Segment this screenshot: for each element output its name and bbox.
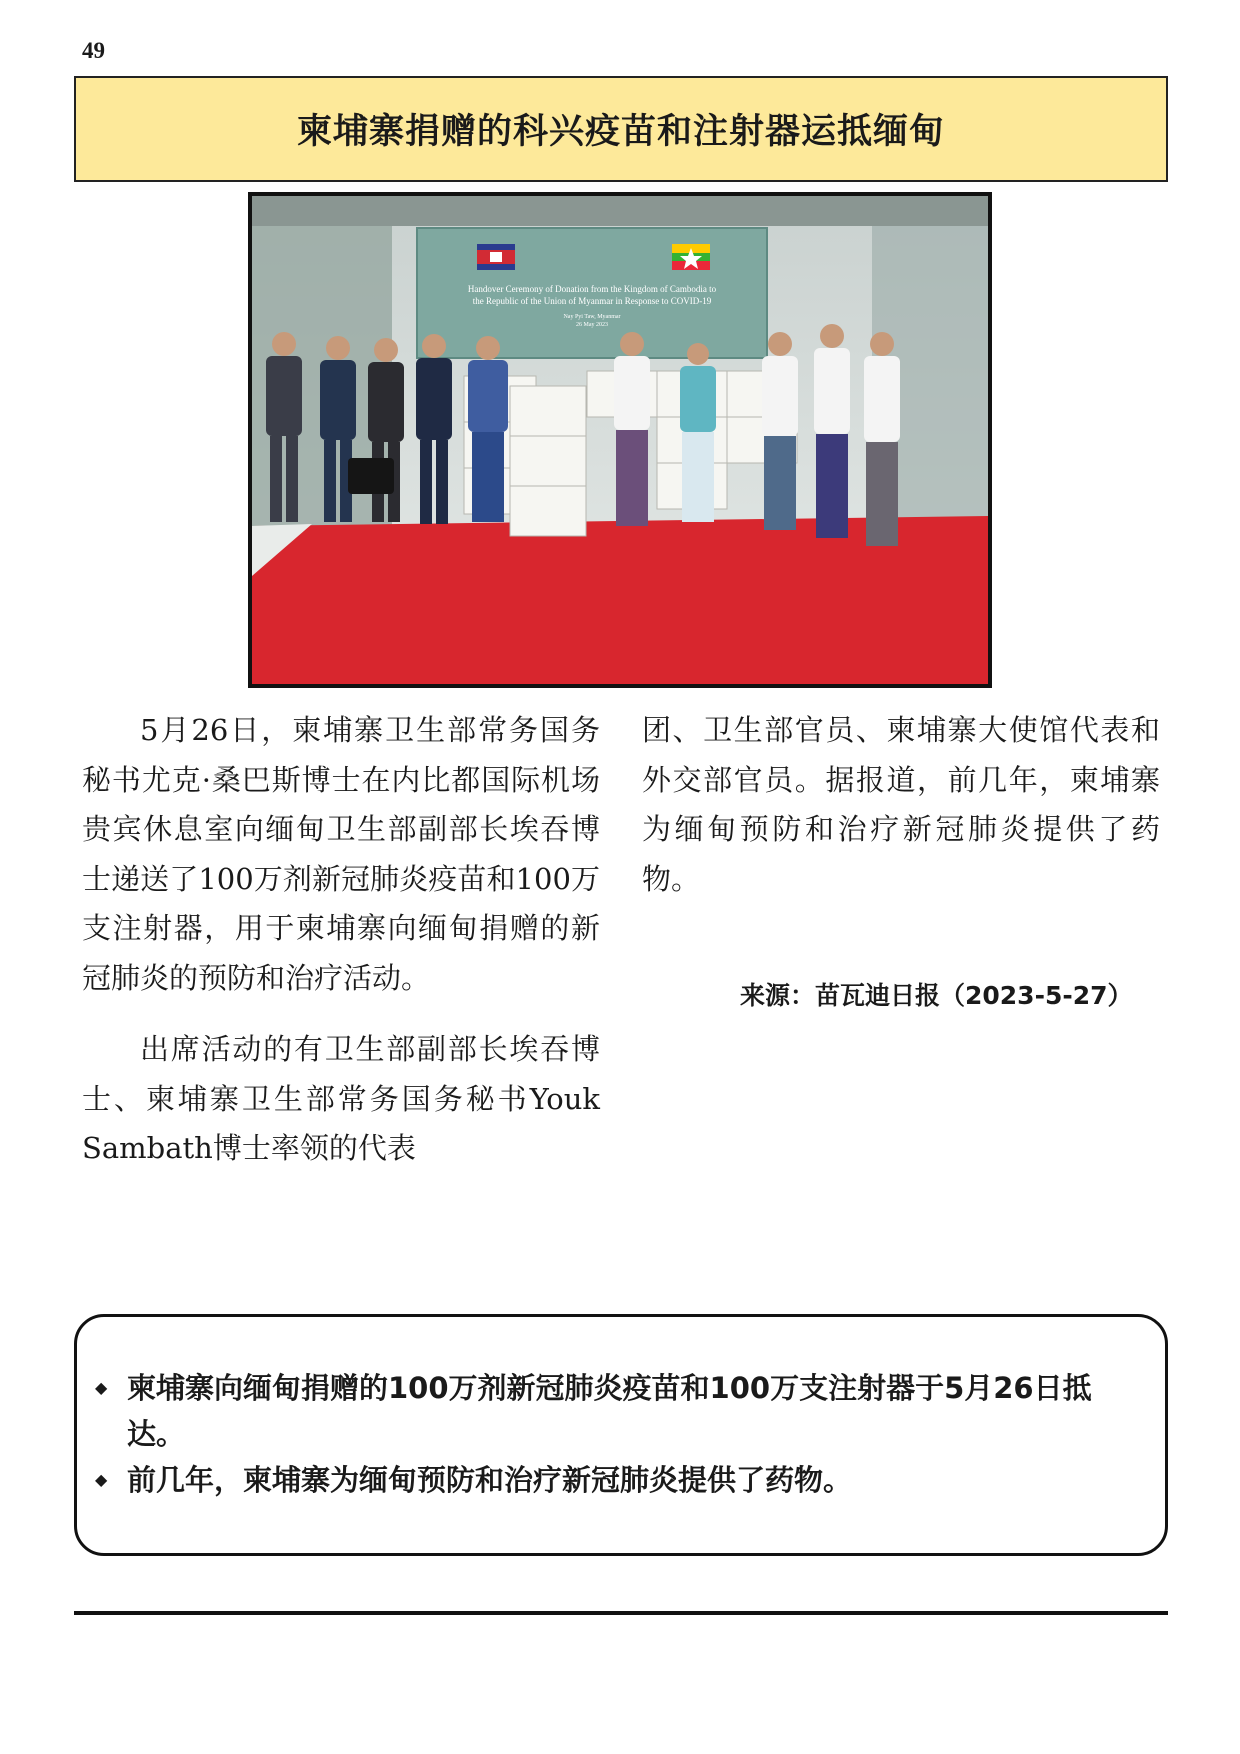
article-paragraph-2: 出席活动的有卫生部副部长埃吞博士、柬埔寨卫生部常务国务秘书Youk Sambath博士率领的代表 bbox=[82, 1032, 600, 1165]
banner-place: Nay Pyi Taw, Myanmar bbox=[563, 314, 621, 320]
article-right-column bbox=[642, 706, 1160, 904]
banner-text-line2: the Republic of the Union of Myanmar in Response to COVID-19 bbox=[472, 296, 712, 306]
key-point bbox=[95, 1365, 1145, 1457]
key-point-text: 柬埔寨向缅甸捐赠的100万剂新冠肺炎疫苗和100万支注射器于5月26日抵达。 bbox=[127, 1371, 1092, 1451]
key-point bbox=[95, 1457, 1145, 1503]
ceremony-photo-illustration bbox=[252, 196, 988, 684]
banner-text-line1: Handover Ceremony of Donation from the Kingdom of Cambodia to bbox=[467, 284, 717, 294]
page-number: 49 bbox=[82, 38, 105, 63]
article-left-column bbox=[82, 706, 600, 1174]
diamond-bullet-icon: ◆ bbox=[95, 1378, 108, 1397]
diamond-bullet-icon: ◆ bbox=[95, 1470, 108, 1489]
banner-date: 26 May 2023 bbox=[576, 322, 608, 328]
title-banner bbox=[74, 76, 1168, 182]
footer-divider bbox=[74, 1611, 1168, 1615]
ceremony-photo bbox=[248, 192, 992, 688]
page-title: 柬埔寨捐赠的科兴疫苗和注射器运抵缅甸 bbox=[296, 112, 945, 152]
article-paragraph-1: 5月26日，柬埔寨卫生部常务国务秘书尤克·桑巴斯博士在内比都国际机场贵宾休息室向缅甸卫生部副部长埃吞博士递送了100万剂新冠肺炎疫苗和100万支注射器，用于柬埔寨向缅甸捐赠的新冠肺炎的预防和治疗活动。 bbox=[82, 713, 600, 995]
key-points-list bbox=[95, 1365, 1145, 1503]
key-points-box bbox=[74, 1314, 1168, 1556]
key-point-text: 前几年，柬埔寨为缅甸预防和治疗新冠肺炎提供了药物。 bbox=[127, 1463, 853, 1497]
article-paragraph-2-continued: 团、卫生部官员、柬埔寨大使馆代表和外交部官员。据报道，前几年，柬埔寨为缅甸预防和治疗新冠肺炎提供了药物。 bbox=[642, 713, 1160, 896]
source-citation: 来源：苗瓦迪日报（2023-5-27） bbox=[740, 981, 1133, 1010]
